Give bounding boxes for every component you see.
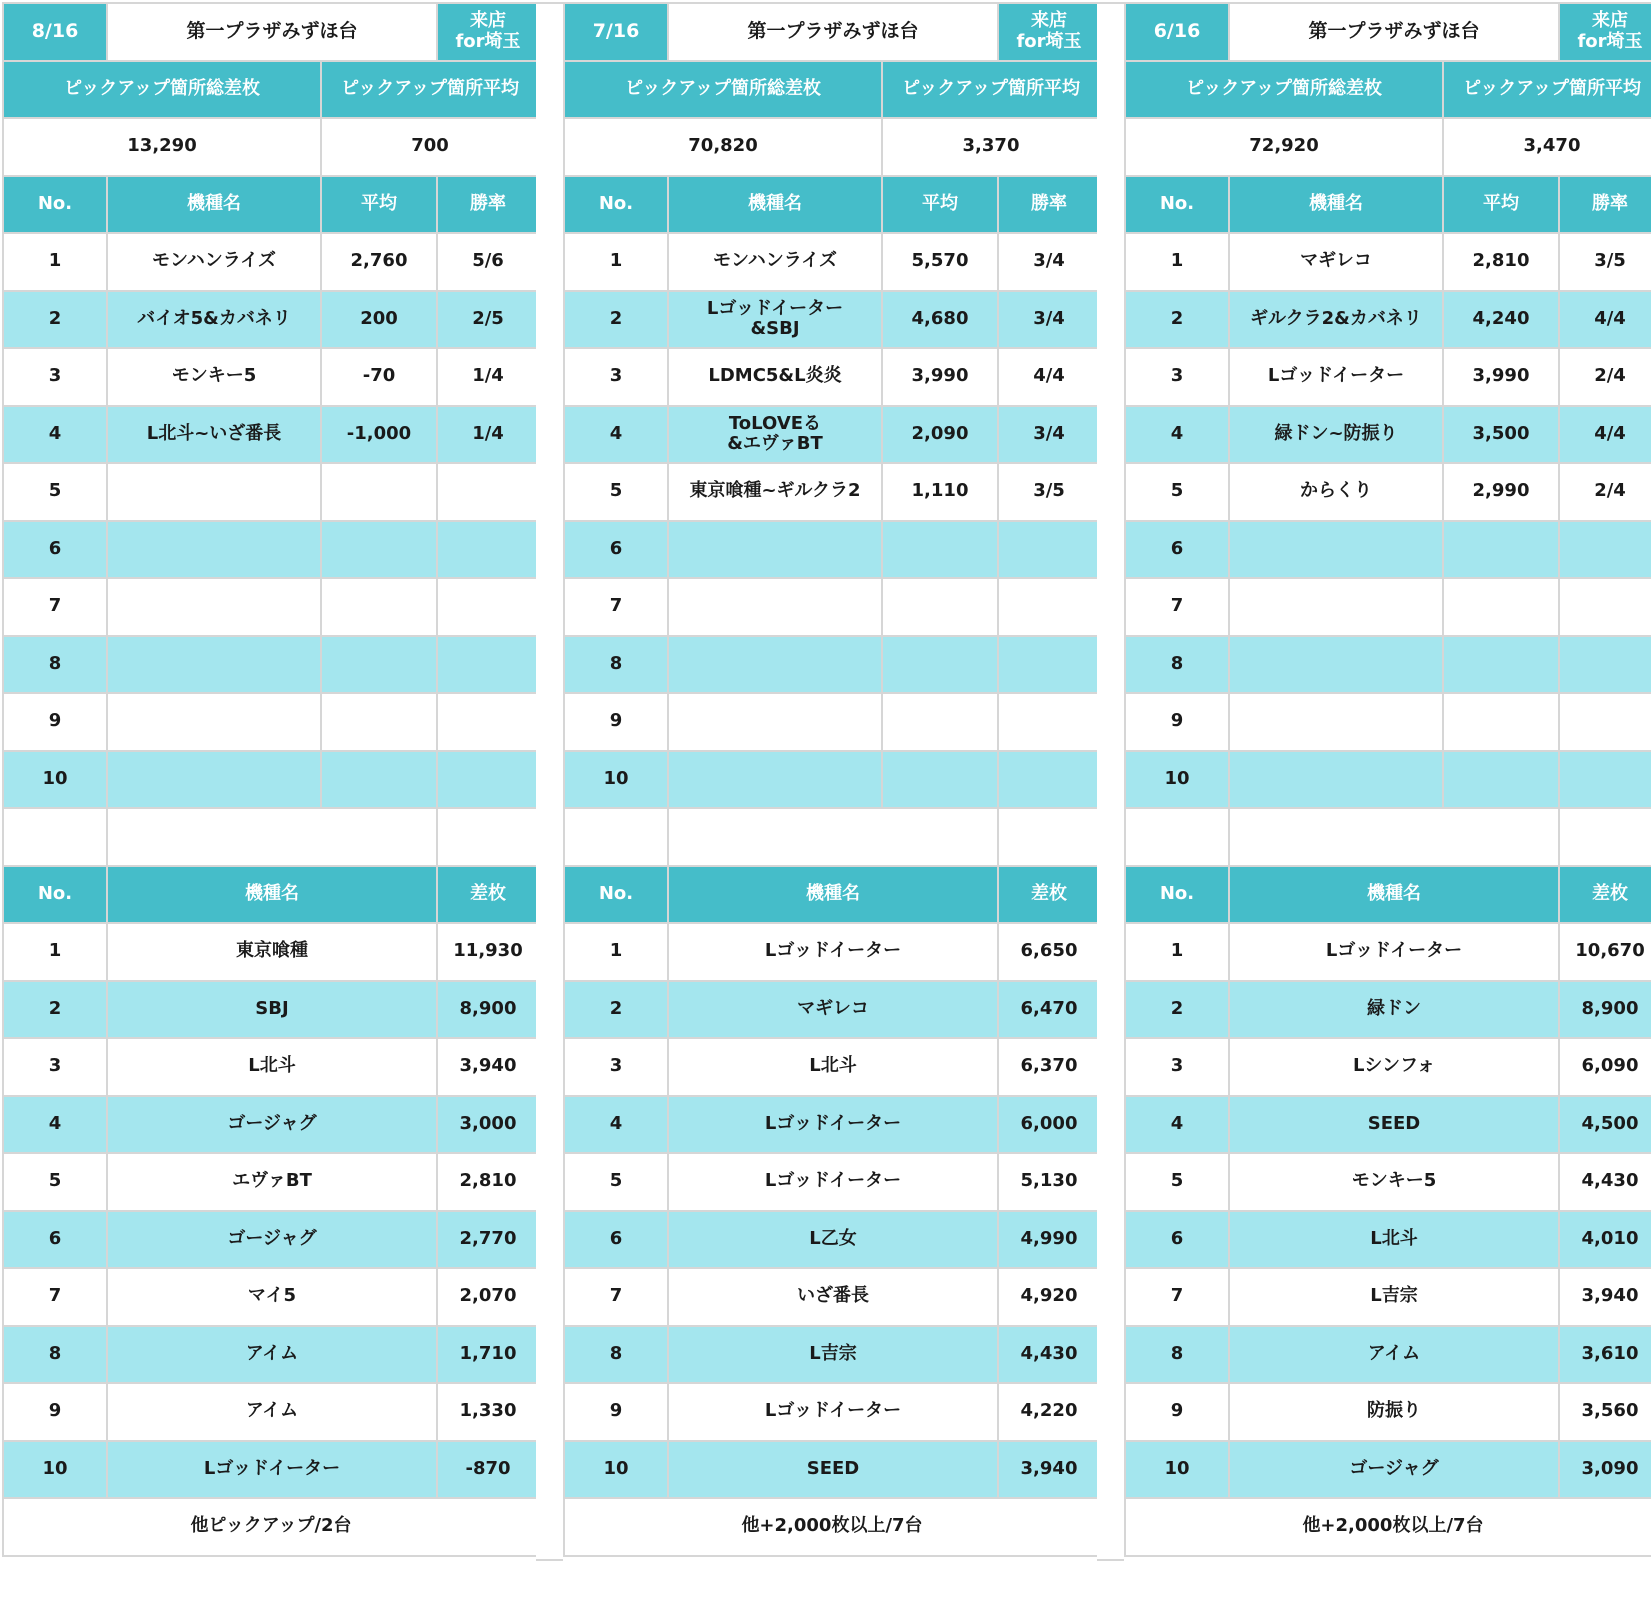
top-row-diff: 3,000 bbox=[438, 1097, 538, 1153]
pickup-row-no: 4 bbox=[565, 407, 667, 463]
top-row-diff: 3,940 bbox=[999, 1442, 1099, 1498]
pickup-row-avg bbox=[322, 579, 436, 635]
pickup-row-winrate: 2/4 bbox=[1560, 464, 1651, 520]
top-row-no: 4 bbox=[4, 1097, 106, 1153]
pickup-row-winrate bbox=[999, 637, 1099, 693]
top-row-diff: 6,650 bbox=[999, 924, 1099, 980]
top-row-model: アイム bbox=[108, 1327, 436, 1383]
top-row-diff: 10,670 bbox=[1560, 924, 1651, 980]
pickup-row-winrate bbox=[999, 579, 1099, 635]
top-row-no: 10 bbox=[1126, 1442, 1228, 1498]
pickup-row-avg: 1,110 bbox=[883, 464, 997, 520]
top-row-model: Lゴッドイーター bbox=[1230, 924, 1558, 980]
pickup-row-no: 1 bbox=[4, 234, 106, 290]
top-row-diff: 6,470 bbox=[999, 982, 1099, 1038]
top-row-model: SEED bbox=[1230, 1097, 1558, 1153]
pickup-row-no: 5 bbox=[1126, 464, 1228, 520]
pickup-row-no: 10 bbox=[1126, 752, 1228, 808]
pickup-row-no: 8 bbox=[4, 637, 106, 693]
column-separator bbox=[1097, 2, 1124, 1561]
pickup-row-model: モンハンライズ bbox=[108, 234, 320, 290]
pickup-row-model: LDMC5&L炎炎 bbox=[669, 349, 881, 405]
top-row-diff: 4,500 bbox=[1560, 1097, 1651, 1153]
top-row-diff: 8,900 bbox=[1560, 982, 1651, 1038]
top-row-diff: 6,000 bbox=[999, 1097, 1099, 1153]
pickup-row-avg: 2,990 bbox=[1444, 464, 1558, 520]
top-row-no: 9 bbox=[1126, 1384, 1228, 1440]
pickup-row-avg: 3,990 bbox=[883, 349, 997, 405]
pickup-row-no: 9 bbox=[565, 694, 667, 750]
pickup-row-winrate: 1/4 bbox=[438, 407, 538, 463]
top-row-model: いざ番長 bbox=[669, 1269, 997, 1325]
top-row-no: 10 bbox=[565, 1442, 667, 1498]
pickup-row-winrate bbox=[438, 464, 538, 520]
pickup-row-no: 6 bbox=[4, 522, 106, 578]
top-row-diff: 3,560 bbox=[1560, 1384, 1651, 1440]
pickup-row-model bbox=[108, 579, 320, 635]
top-row-model: マギレコ bbox=[669, 982, 997, 1038]
pickup-row-avg: 5,570 bbox=[883, 234, 997, 290]
pickup-row-model: Lゴッドイーター bbox=[1230, 349, 1442, 405]
pickup-row-no: 2 bbox=[1126, 292, 1228, 348]
pickup-row-avg bbox=[322, 694, 436, 750]
top-row-no: 3 bbox=[4, 1039, 106, 1095]
top-row-model: マイ5 bbox=[108, 1269, 436, 1325]
top-row-model: 緑ドン bbox=[1230, 982, 1558, 1038]
top-row-model: 防振り bbox=[1230, 1384, 1558, 1440]
top-row-diff: 6,370 bbox=[999, 1039, 1099, 1095]
summary-total-value: 70,820 bbox=[565, 119, 881, 175]
pickup-row-winrate bbox=[438, 694, 538, 750]
top-header-model: 機種名 bbox=[108, 867, 436, 923]
pickup-row-model: L北斗~いざ番長 bbox=[108, 407, 320, 463]
pickup-row-winrate bbox=[1560, 522, 1651, 578]
pickup-row-no: 8 bbox=[565, 637, 667, 693]
pickup-row-no: 6 bbox=[565, 522, 667, 578]
pickup-row-no: 1 bbox=[1126, 234, 1228, 290]
top-row-model: アイム bbox=[1230, 1327, 1558, 1383]
pickup-row-avg: -70 bbox=[322, 349, 436, 405]
pickup-row-model bbox=[1230, 694, 1442, 750]
top-header-no: No. bbox=[4, 867, 106, 923]
top-row-no: 2 bbox=[1126, 982, 1228, 1038]
pickup-row-model bbox=[108, 637, 320, 693]
top-row-no: 6 bbox=[565, 1212, 667, 1268]
pickup-row-no: 6 bbox=[1126, 522, 1228, 578]
pickup-row-avg: 4,240 bbox=[1444, 292, 1558, 348]
pickup-row-no: 5 bbox=[4, 464, 106, 520]
pickup-row-avg: -1,000 bbox=[322, 407, 436, 463]
summary-avg-label: ピックアップ箇所平均 bbox=[322, 62, 538, 118]
top-row-diff: 3,090 bbox=[1560, 1442, 1651, 1498]
pickup-row-avg bbox=[322, 464, 436, 520]
top-row-no: 9 bbox=[565, 1384, 667, 1440]
pickup-header-avg: 平均 bbox=[1444, 177, 1558, 233]
top-header-model: 機種名 bbox=[669, 867, 997, 923]
top-row-model: L北斗 bbox=[108, 1039, 436, 1095]
pickup-row-winrate: 2/5 bbox=[438, 292, 538, 348]
summary-avg-label: ピックアップ箇所平均 bbox=[883, 62, 1099, 118]
date-panel bbox=[1124, 2, 1651, 1557]
pickup-row-model: 緑ドン~防振り bbox=[1230, 407, 1442, 463]
top-row-model: Lゴッドイーター bbox=[669, 1154, 997, 1210]
pickup-row-no: 3 bbox=[4, 349, 106, 405]
store-name: 第一プラザみずほ台 bbox=[1230, 4, 1558, 60]
top-row-model: ゴージャグ bbox=[108, 1097, 436, 1153]
top-row-model: SBJ bbox=[108, 982, 436, 1038]
pickup-row-no: 3 bbox=[565, 349, 667, 405]
pickup-row-avg bbox=[322, 522, 436, 578]
top-row-no: 7 bbox=[565, 1269, 667, 1325]
pickup-row-model: ギルクラ2&カバネリ bbox=[1230, 292, 1442, 348]
visit-label: 来店 for埼玉 bbox=[438, 4, 538, 60]
top-row-no: 1 bbox=[1126, 924, 1228, 980]
pickup-row-avg bbox=[1444, 579, 1558, 635]
top-header-no: No. bbox=[1126, 867, 1228, 923]
top-row-no: 6 bbox=[1126, 1212, 1228, 1268]
pickup-row-avg: 2,810 bbox=[1444, 234, 1558, 290]
pickup-row-model bbox=[669, 637, 881, 693]
column-separator bbox=[536, 2, 563, 1561]
top-row-no: 8 bbox=[4, 1327, 106, 1383]
pickup-header-no: No. bbox=[4, 177, 106, 233]
footer-note: 他ピックアップ/2台 bbox=[4, 1499, 538, 1555]
pickup-row-model bbox=[669, 694, 881, 750]
pickup-row-model bbox=[669, 579, 881, 635]
top-row-diff: 2,770 bbox=[438, 1212, 538, 1268]
pickup-header-avg: 平均 bbox=[322, 177, 436, 233]
top-row-model: SEED bbox=[669, 1442, 997, 1498]
pickup-header-model: 機種名 bbox=[108, 177, 320, 233]
pickup-row-model: Lゴッドイーター &SBJ bbox=[669, 292, 881, 348]
pickup-row-winrate: 3/4 bbox=[999, 292, 1099, 348]
pickup-header-model: 機種名 bbox=[669, 177, 881, 233]
store-name: 第一プラザみずほ台 bbox=[669, 4, 997, 60]
top-row-no: 1 bbox=[4, 924, 106, 980]
pickup-row-winrate: 3/5 bbox=[999, 464, 1099, 520]
top-row-no: 9 bbox=[4, 1384, 106, 1440]
top-row-model: L吉宗 bbox=[669, 1327, 997, 1383]
top-row-diff: 4,430 bbox=[999, 1327, 1099, 1383]
footer-note: 他+2,000枚以上/7台 bbox=[1126, 1499, 1651, 1555]
top-row-no: 3 bbox=[565, 1039, 667, 1095]
summary-avg-value: 700 bbox=[322, 119, 538, 175]
top-row-no: 7 bbox=[1126, 1269, 1228, 1325]
top-row-model: L北斗 bbox=[1230, 1212, 1558, 1268]
pickup-row-winrate bbox=[999, 752, 1099, 808]
pickup-header-avg: 平均 bbox=[883, 177, 997, 233]
top-row-diff: 6,090 bbox=[1560, 1039, 1651, 1095]
spacer-cell bbox=[1230, 809, 1558, 865]
top-row-model: Lゴッドイーター bbox=[669, 1097, 997, 1153]
pickup-row-avg bbox=[1444, 637, 1558, 693]
pickup-header-model: 機種名 bbox=[1230, 177, 1442, 233]
top-row-no: 5 bbox=[1126, 1154, 1228, 1210]
pickup-row-model bbox=[669, 522, 881, 578]
pickup-row-winrate bbox=[1560, 579, 1651, 635]
top-row-model: アイム bbox=[108, 1384, 436, 1440]
top-row-diff: 2,070 bbox=[438, 1269, 538, 1325]
spacer-cell bbox=[669, 809, 997, 865]
top-row-model: Lゴッドイーター bbox=[669, 1384, 997, 1440]
pickup-row-avg bbox=[1444, 752, 1558, 808]
pickup-row-winrate bbox=[999, 694, 1099, 750]
pickup-row-avg bbox=[883, 694, 997, 750]
date-label: 6/16 bbox=[1126, 4, 1228, 60]
pickup-row-model bbox=[108, 694, 320, 750]
pickup-row-avg bbox=[1444, 694, 1558, 750]
pickup-header-winrate: 勝率 bbox=[438, 177, 538, 233]
pickup-row-avg: 3,500 bbox=[1444, 407, 1558, 463]
pickup-row-winrate: 5/6 bbox=[438, 234, 538, 290]
pickup-row-model: 東京喰種~ギルクラ2 bbox=[669, 464, 881, 520]
pickup-row-model: バイオ5&カバネリ bbox=[108, 292, 320, 348]
top-row-diff: 4,220 bbox=[999, 1384, 1099, 1440]
visit-label: 来店 for埼玉 bbox=[999, 4, 1099, 60]
pickup-row-model: モンキー5 bbox=[108, 349, 320, 405]
pickup-row-winrate bbox=[1560, 752, 1651, 808]
top-row-diff: 4,430 bbox=[1560, 1154, 1651, 1210]
pickup-row-avg bbox=[883, 579, 997, 635]
summary-avg-value: 3,470 bbox=[1444, 119, 1651, 175]
pickup-row-winrate: 2/4 bbox=[1560, 349, 1651, 405]
pickup-row-winrate bbox=[438, 579, 538, 635]
pickup-row-winrate: 3/5 bbox=[1560, 234, 1651, 290]
summary-total-value: 13,290 bbox=[4, 119, 320, 175]
top-row-model: Lゴッドイーター bbox=[108, 1442, 436, 1498]
top-row-diff: 1,710 bbox=[438, 1327, 538, 1383]
pickup-row-avg bbox=[883, 522, 997, 578]
top-row-no: 1 bbox=[565, 924, 667, 980]
top-row-model: ゴージャグ bbox=[1230, 1442, 1558, 1498]
spacer-cell bbox=[999, 809, 1099, 865]
top-row-model: ゴージャグ bbox=[108, 1212, 436, 1268]
pickup-row-model: モンハンライズ bbox=[669, 234, 881, 290]
pickup-row-no: 7 bbox=[1126, 579, 1228, 635]
pickup-row-avg: 200 bbox=[322, 292, 436, 348]
spacer-cell bbox=[1126, 809, 1228, 865]
top-row-model: 東京喰種 bbox=[108, 924, 436, 980]
top-row-no: 2 bbox=[4, 982, 106, 1038]
pickup-row-model: マギレコ bbox=[1230, 234, 1442, 290]
top-row-model: L北斗 bbox=[669, 1039, 997, 1095]
pickup-row-no: 4 bbox=[1126, 407, 1228, 463]
summary-total-value: 72,920 bbox=[1126, 119, 1442, 175]
summary-total-label: ピックアップ箇所総差枚 bbox=[565, 62, 881, 118]
date-label: 8/16 bbox=[4, 4, 106, 60]
footer-note: 他+2,000枚以上/7台 bbox=[565, 1499, 1099, 1555]
top-header-diff: 差枚 bbox=[438, 867, 538, 923]
pickup-row-model bbox=[108, 522, 320, 578]
summary-avg-value: 3,370 bbox=[883, 119, 1099, 175]
top-row-diff: 11,930 bbox=[438, 924, 538, 980]
store-name: 第一プラザみずほ台 bbox=[108, 4, 436, 60]
pickup-row-no: 5 bbox=[565, 464, 667, 520]
spacer-cell bbox=[565, 809, 667, 865]
pickup-header-winrate: 勝率 bbox=[999, 177, 1099, 233]
spacer-cell bbox=[1560, 809, 1651, 865]
pickup-row-model bbox=[1230, 752, 1442, 808]
pickup-header-winrate: 勝率 bbox=[1560, 177, 1651, 233]
top-row-no: 2 bbox=[565, 982, 667, 1038]
date-panel bbox=[563, 2, 1101, 1557]
pickup-row-winrate: 4/4 bbox=[1560, 292, 1651, 348]
top-row-no: 4 bbox=[565, 1097, 667, 1153]
spacer-cell bbox=[4, 809, 106, 865]
top-row-model: Lゴッドイーター bbox=[669, 924, 997, 980]
top-row-diff: 4,010 bbox=[1560, 1212, 1651, 1268]
top-row-no: 4 bbox=[1126, 1097, 1228, 1153]
spacer-cell bbox=[438, 809, 538, 865]
top-row-model: エヴァBT bbox=[108, 1154, 436, 1210]
pickup-row-no: 9 bbox=[1126, 694, 1228, 750]
pickup-row-winrate: 4/4 bbox=[1560, 407, 1651, 463]
top-row-no: 5 bbox=[4, 1154, 106, 1210]
date-panel bbox=[2, 2, 540, 1557]
date-label: 7/16 bbox=[565, 4, 667, 60]
top-row-no: 8 bbox=[1126, 1327, 1228, 1383]
top-row-diff: 2,810 bbox=[438, 1154, 538, 1210]
top-row-model: Lシンフォ bbox=[1230, 1039, 1558, 1095]
top-row-no: 6 bbox=[4, 1212, 106, 1268]
pickup-row-avg bbox=[1444, 522, 1558, 578]
pickup-row-winrate bbox=[1560, 694, 1651, 750]
pickup-row-no: 8 bbox=[1126, 637, 1228, 693]
top-row-diff: -870 bbox=[438, 1442, 538, 1498]
top-row-no: 8 bbox=[565, 1327, 667, 1383]
top-row-diff: 5,130 bbox=[999, 1154, 1099, 1210]
top-row-no: 7 bbox=[4, 1269, 106, 1325]
top-row-model: L吉宗 bbox=[1230, 1269, 1558, 1325]
pickup-row-avg bbox=[322, 637, 436, 693]
top-row-diff: 1,330 bbox=[438, 1384, 538, 1440]
pickup-row-avg: 3,990 bbox=[1444, 349, 1558, 405]
pickup-row-winrate bbox=[999, 522, 1099, 578]
top-header-diff: 差枚 bbox=[1560, 867, 1651, 923]
pickup-row-winrate bbox=[438, 637, 538, 693]
pickup-row-avg: 2,760 bbox=[322, 234, 436, 290]
pickup-row-avg: 4,680 bbox=[883, 292, 997, 348]
visit-label: 来店 for埼玉 bbox=[1560, 4, 1651, 60]
summary-avg-label: ピックアップ箇所平均 bbox=[1444, 62, 1651, 118]
pickup-row-winrate: 3/4 bbox=[999, 407, 1099, 463]
pickup-row-no: 4 bbox=[4, 407, 106, 463]
pickup-row-avg bbox=[883, 637, 997, 693]
pickup-row-model bbox=[1230, 522, 1442, 578]
top-row-no: 5 bbox=[565, 1154, 667, 1210]
summary-total-label: ピックアップ箇所総差枚 bbox=[1126, 62, 1442, 118]
pickup-row-avg bbox=[883, 752, 997, 808]
pickup-row-avg bbox=[322, 752, 436, 808]
pickup-row-model bbox=[108, 464, 320, 520]
top-row-diff: 3,610 bbox=[1560, 1327, 1651, 1383]
top-row-model: モンキー5 bbox=[1230, 1154, 1558, 1210]
pickup-row-no: 2 bbox=[4, 292, 106, 348]
top-row-model: L乙女 bbox=[669, 1212, 997, 1268]
pickup-row-no: 7 bbox=[4, 579, 106, 635]
pickup-header-no: No. bbox=[565, 177, 667, 233]
pickup-row-no: 10 bbox=[4, 752, 106, 808]
pickup-row-winrate: 4/4 bbox=[999, 349, 1099, 405]
pickup-row-no: 9 bbox=[4, 694, 106, 750]
pickup-row-winrate: 1/4 bbox=[438, 349, 538, 405]
top-row-diff: 8,900 bbox=[438, 982, 538, 1038]
pickup-row-model bbox=[108, 752, 320, 808]
pickup-row-model bbox=[669, 752, 881, 808]
pickup-row-model: からくり bbox=[1230, 464, 1442, 520]
pickup-header-no: No. bbox=[1126, 177, 1228, 233]
pickup-row-winrate bbox=[438, 522, 538, 578]
top-row-no: 3 bbox=[1126, 1039, 1228, 1095]
top-header-diff: 差枚 bbox=[999, 867, 1099, 923]
pickup-row-winrate bbox=[1560, 637, 1651, 693]
top-row-diff: 3,940 bbox=[438, 1039, 538, 1095]
pickup-row-no: 7 bbox=[565, 579, 667, 635]
spacer-cell bbox=[108, 809, 436, 865]
top-row-diff: 3,940 bbox=[1560, 1269, 1651, 1325]
top-row-diff: 4,990 bbox=[999, 1212, 1099, 1268]
top-row-no: 10 bbox=[4, 1442, 106, 1498]
pickup-row-no: 1 bbox=[565, 234, 667, 290]
pickup-row-winrate: 3/4 bbox=[999, 234, 1099, 290]
pickup-row-model: ToLOVEる &エヴァBT bbox=[669, 407, 881, 463]
pickup-row-no: 2 bbox=[565, 292, 667, 348]
pickup-row-avg: 2,090 bbox=[883, 407, 997, 463]
pickup-row-winrate bbox=[438, 752, 538, 808]
pickup-row-no: 10 bbox=[565, 752, 667, 808]
pickup-row-model bbox=[1230, 579, 1442, 635]
top-row-diff: 4,920 bbox=[999, 1269, 1099, 1325]
pickup-row-model bbox=[1230, 637, 1442, 693]
summary-total-label: ピックアップ箇所総差枚 bbox=[4, 62, 320, 118]
pickup-row-no: 3 bbox=[1126, 349, 1228, 405]
top-header-no: No. bbox=[565, 867, 667, 923]
top-header-model: 機種名 bbox=[1230, 867, 1558, 923]
